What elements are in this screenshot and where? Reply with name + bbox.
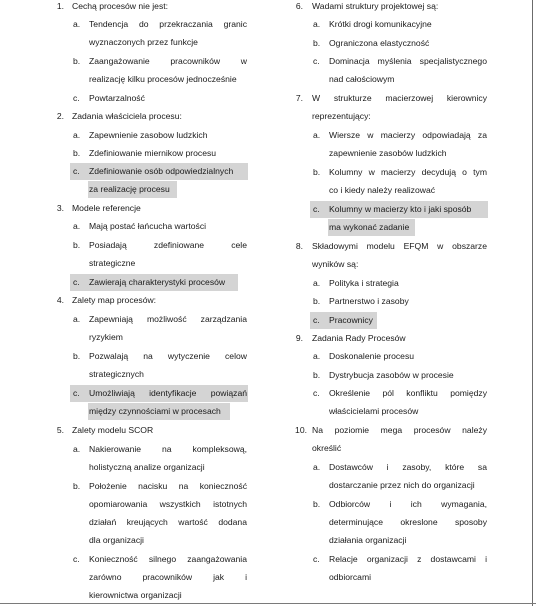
answer-line: Kolumny w macierzy decydują o tym: [329, 167, 487, 177]
answer-letter: a.: [313, 462, 321, 472]
question-text: Na poziomie mega procesów należy: [312, 425, 487, 435]
question-number: 10.: [295, 425, 307, 435]
answer-letter: b.: [313, 370, 321, 380]
answer-letter: a.: [313, 130, 321, 140]
answer-line: działania organizacji: [329, 535, 407, 545]
answer-line: Posiadają zdefiniowane cele: [89, 240, 247, 250]
answer-line: Nakierowanie na kompleksową,: [89, 444, 247, 454]
answer-line: strategiczne: [89, 258, 136, 268]
answer-line: realizację kilku procesów jednocześnie: [89, 74, 237, 84]
answer-line: właścicielami procesów: [329, 406, 419, 416]
answer-line: Zapewnienie zasobow ludzkich: [89, 130, 208, 140]
answer-line: strategicznych: [89, 369, 144, 379]
answer-line: Dostawców i zasoby, które sa: [329, 462, 487, 472]
answer-line: Powtarzalność: [89, 93, 145, 103]
answer-letter: c.: [73, 554, 80, 564]
question-text: Zadania Rady Procesów: [312, 333, 406, 343]
question-text: W strukturze macierzowej kierownicy: [312, 93, 487, 103]
answer-line: Umożliwiają identyfikacje powiązań: [89, 388, 247, 398]
answer-line: zapewnienie zasobów ludzkich: [329, 148, 447, 158]
answer-line: Polityka i strategia: [329, 278, 399, 288]
question-text: Składowymi modelu EFQM w obszarze: [312, 241, 487, 251]
answer-line: Zawierają charakterystyki procesów: [89, 277, 226, 287]
answer-letter: b.: [313, 296, 321, 306]
answer-letter: b.: [313, 38, 321, 48]
answer-letter: b.: [313, 499, 321, 509]
answer-line: opomiarowania wszystkich istotnych: [89, 499, 247, 509]
answer-letter: b.: [73, 481, 81, 491]
answer-line: działań kreujących wartość dodana: [89, 517, 247, 527]
answer-line: wyznaczonych przez funkcje: [89, 37, 198, 47]
question-text: Zadania właściciela procesu:: [72, 111, 182, 121]
answer-line: za realizację procesu: [89, 184, 170, 194]
question-text: Zalety map procesów:: [72, 295, 157, 305]
answer-line: nad całościowym: [329, 74, 395, 84]
answer-line: Odbiorców i ich wymagania,: [329, 499, 487, 509]
question-text: Wadami struktury projektowej są:: [312, 1, 439, 11]
answer-letter: c.: [73, 166, 80, 176]
page-border-bottom: [0, 603, 536, 604]
answer-line: Zaangażowanie pracowników w: [89, 56, 247, 66]
answer-letter: c.: [73, 93, 80, 103]
answer-line: Kolumny w macierzy kto i jaki sposób: [329, 204, 472, 214]
answer-letter: a.: [313, 19, 321, 29]
question-text: reprezentujący:: [312, 111, 371, 121]
question-text: Modele referencje: [72, 203, 141, 213]
answer-line: Dystrybucja zasobów w procesie: [329, 370, 454, 380]
answer-line: Pozwalają na wytyczenie celow: [89, 351, 247, 361]
answer-line: Mają postać łańcucha wartości: [89, 221, 207, 231]
answer-letter: a.: [73, 444, 81, 454]
question-number: 8.: [295, 241, 303, 251]
answer-letter: c.: [73, 388, 80, 398]
answer-line: Zapewniają możliwość zarządzania: [89, 314, 247, 324]
answer-line: Ograniczona elastyczność: [329, 38, 430, 48]
question-number: 3.: [56, 203, 64, 213]
question-text: wyników są:: [312, 259, 359, 269]
answer-letter: c.: [313, 315, 320, 325]
answer-letter: c.: [313, 388, 320, 398]
answer-letter: a.: [73, 314, 81, 324]
question-text: Zalety modelu SCOR: [72, 425, 154, 435]
answer-line: między czynnościami w procesach: [89, 406, 221, 416]
answer-line: ma wykonać zadanie: [329, 222, 410, 232]
answer-letter: b.: [313, 167, 321, 177]
answer-letter: c.: [313, 554, 320, 564]
answer-line: co i kiedy należy realizować: [329, 185, 436, 195]
answer-line: Zdefiniowanie osób odpowiedzialnych: [89, 166, 234, 176]
question-number: 9.: [295, 333, 303, 343]
page-border-right: [532, 0, 533, 606]
answer-line: Wiersze w macierzy odpowiadają za: [329, 130, 487, 140]
answer-letter: a.: [73, 19, 81, 29]
answer-letter: a.: [313, 278, 321, 288]
answer-line: Tendencja do przekraczania granic: [89, 19, 247, 29]
answer-line: zarówno pracowników jak i: [89, 572, 247, 582]
question-number: 2.: [56, 111, 64, 121]
answer-line: Krótki drogi komunikacyjne: [329, 19, 432, 29]
answer-letter: c.: [313, 204, 320, 214]
answer-line: Doskonalenie procesu: [329, 351, 415, 361]
question-number: 4.: [56, 295, 64, 305]
answer-letter: b.: [73, 56, 81, 66]
answer-letter: b.: [73, 240, 81, 250]
answer-line: Relacje organizacji z dostawcami i: [329, 554, 487, 564]
answer-line: Konieczność silnego zaangażowania: [89, 554, 247, 564]
question-number: 5.: [56, 425, 64, 435]
answer-line: dostarczanie przez nich do organizacji: [329, 480, 475, 490]
question-text: Cechą procesów nie jest:: [72, 1, 169, 11]
answer-line: odbiorcami: [329, 572, 372, 582]
answer-letter: b.: [73, 148, 81, 158]
answer-line: Zdefiniowanie miernikow procesu: [89, 148, 217, 158]
question-number: 7.: [295, 93, 303, 103]
answer-letter: c.: [73, 277, 80, 287]
answer-line: Partnerstwo i zasoby: [329, 296, 409, 306]
answer-line: holistyczną analize organizacji: [89, 462, 205, 472]
question-text: określić: [312, 443, 342, 453]
answer-line: determinujące okreslone sposoby: [329, 517, 487, 527]
answer-line: ryzykiem: [89, 332, 123, 342]
answer-line: Położenie nacisku na konieczność: [89, 481, 247, 491]
answer-letter: c.: [313, 56, 320, 66]
answer-letter: a.: [73, 221, 81, 231]
answer-line: Dominacja myślenia specjalistycznego: [329, 56, 487, 66]
answer-line: Określenie pól konfliktu pomiędzy: [329, 388, 487, 398]
answer-line: kierownictwa organizacji: [89, 590, 182, 600]
answer-letter: a.: [73, 130, 81, 140]
question-number: 6.: [295, 1, 303, 11]
answer-letter: b.: [73, 351, 81, 361]
question-number: 1.: [56, 1, 64, 11]
answer-line: dla organizacji: [89, 535, 144, 545]
answer-letter: a.: [313, 351, 321, 361]
answer-line: Pracownicy: [329, 315, 373, 325]
